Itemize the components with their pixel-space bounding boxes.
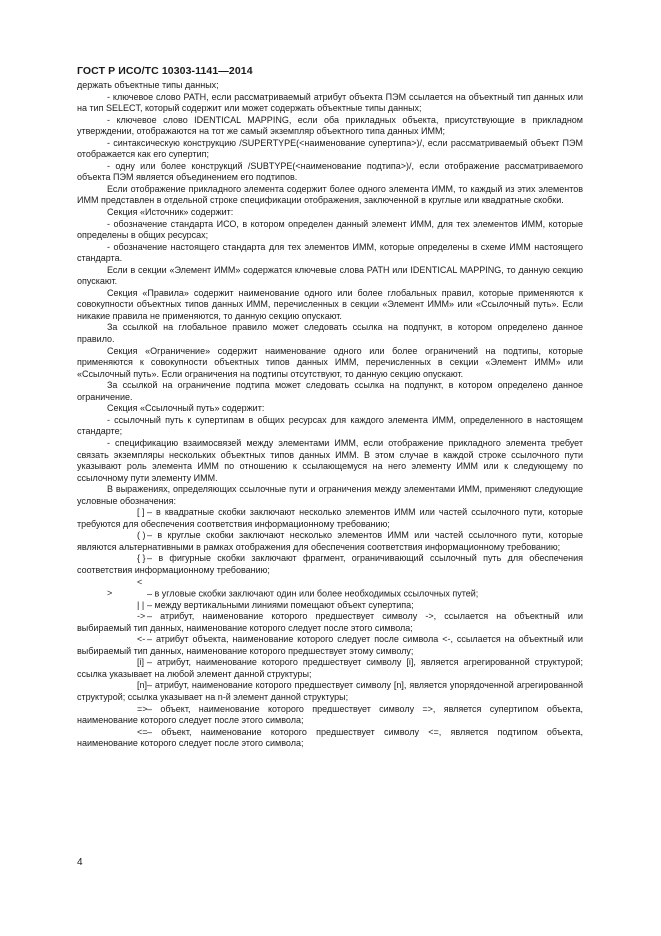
symbol-label: { } <box>137 553 146 564</box>
symbol-label: => <box>137 703 148 714</box>
paragraph: - ключевое слово PATH, если рассматриваемый атрибут объекта ПЭМ ссылается на объектный тип данных или на тип SELECT, который содержит или может содержать объектные типы данных; <box>77 91 583 114</box>
symbol-definition <box>77 553 583 576</box>
document-header: ГОСТ Р ИСО/ТС 10303-1141—2014 <box>77 65 253 77</box>
symbol-text: – атрибут, наименование которого предшествует символу ->, ссылается на объектный или выбираемый тип данных, наименование которого следует после этого символа; <box>77 611 583 633</box>
paragraph: - спецификацию взаимосвязей между элементами ИММ, если отображение прикладного элемента требует связать экземпляры нескольких объектных типов данных ИММ. В этом случае в каждой строке ссылочного пути указывают роль элемента ИММ по отношению к ссылающемуся на него элементу ИММ или к следующему по ссылочному пути элементу ИММ. <box>77 437 583 483</box>
symbol-definition <box>77 507 583 530</box>
paragraph: - ключевое слово IDENTICAL MAPPING, если оба прикладных объекта, присутствующие в прикладном утверждении, отображаются на тот же самый экземпляр объектного типа данных ИММ; <box>77 114 583 137</box>
symbol-text: – атрибут, наименование которого предшествует символу [n], является упорядоченной агрегированной структурой; ссылка указывает на n-й элемент данной структуры; <box>77 680 583 702</box>
symbol-label: -> <box>137 611 146 622</box>
symbol-text: – атрибут, наименование которого предшествует символу [i], является агрегированной структурой; ссылка указывает на любой элемент данной структуры; <box>77 657 583 679</box>
symbol-text: – между вертикальными линиями помещают объект супертипа; <box>147 599 414 610</box>
symbol-label: [n] <box>137 680 148 691</box>
symbol-text: – объект, наименование которого предшествует символу =>, является супертипом объекта, наименование которого следует после этого символа; <box>77 703 583 726</box>
symbol-definition <box>77 577 583 600</box>
paragraph: Секция «Правила» содержит наименование одного или более глобальных правил, которые применяются к совокупности объектных типов данных ИММ, перечисленных в секции «Элемент ИММ» или «Ссылочный путь». Если никакие правила не применяются, то данную секцию опускают. <box>77 287 583 321</box>
paragraph: Секция «Ссылочный путь» содержит: <box>107 403 265 414</box>
symbol-label: <= <box>137 726 148 737</box>
symbol-definition <box>77 634 583 657</box>
symbol-definition <box>77 704 583 727</box>
paragraph: Секция «Ограничение» содержит наименование одного или более ограничений на подтипы, которые применяются к совокупности объектных типов данных ИММ, перечисленных в секции «Элемент ИММ» или «Ссылочный путь». Если ограничения на подтипы отсутствуют, то данную секцию опускают. <box>77 345 583 379</box>
paragraph: - одну или более конструкций /SUBTYPE(<наименование подтипа>)/, если отображение рассматриваемого объекта ПЭМ является объединением его подтипов. <box>77 160 583 183</box>
symbol-definition <box>77 600 583 612</box>
paragraph: - обозначение настоящего стандарта для тех элементов ИММ, которые определены в схеме ИММ настоящего стандарта. <box>77 241 583 264</box>
symbol-text: – в квадратные скобки заключают несколько элементов ИММ или частей ссылочного пути, которые требуются для обеспечения соответствия информационному требованию; <box>77 507 583 529</box>
symbol-text: – атрибут объекта, наименование которого следует после символа <-, ссылается на объектный или выбираемый тип данных, наименование которого предшествует этому символу; <box>77 634 583 656</box>
paragraph: За ссылкой на глобальное правило может следовать ссылка на подпункт, в котором определено данное правило. <box>77 322 583 345</box>
symbol-text: – в круглые скобки заключают несколько элементов ИММ или частей ссылочного пути, которые являются альтернативными в рамках отображения для обеспечения соответствия информационному требованию; <box>77 530 583 552</box>
symbol-label: ( ) <box>137 530 146 541</box>
paragraph: Если отображение прикладного элемента содержит более одного элемента ИММ, то каждый из этих элементов ИММ представлен в отдельной строке спецификации отображения, заключенной в круглые или квадратные скобки. <box>77 183 583 206</box>
symbol-definition <box>77 657 583 680</box>
symbol-definition <box>77 611 583 634</box>
symbol-label: <- <box>137 634 146 645</box>
paragraph: - ссылочный путь к супертипам в общих ресурсах для каждого элемента ИММ, определенного в настоящем стандарте; <box>77 414 583 437</box>
symbol-label: [i] <box>137 657 145 668</box>
symbol-definition <box>77 680 583 703</box>
page-number: 4 <box>77 857 83 868</box>
paragraph: За ссылкой на ограничение подтипа может следовать ссылка на подпункт, в котором определено данное ограничение. <box>77 380 583 402</box>
paragraph: - обозначение стандарта ИСО, в котором определен данный элемент ИММ, для тех элементов ИММ, которые определены в общих ресурсах; <box>77 218 583 241</box>
symbol-text: – объект, наименование которого предшествует символу <=, является подтипом объекта, наименование которого следует после этого символа; <box>77 726 583 749</box>
paragraph: держать объектные типы данных; <box>77 80 219 90</box>
symbol-label: [ ] <box>137 507 145 518</box>
paragraph: Если в секции «Элемент ИММ» содержатся ключевые слова PATH или IDENTICAL MAPPING, то данную секцию опускают. <box>77 264 583 287</box>
paragraph: Секция «Источник» содержит: <box>107 207 234 218</box>
symbol-label: | | <box>137 599 145 610</box>
symbol-text: – в угловые скобки заключают один или более необходимых ссылочных путей; <box>147 588 479 599</box>
symbol-text: – в фигурные скобки заключают фрагмент, ограничивающий ссылочный путь для обеспечения соответствия информационному требованию; <box>77 553 583 575</box>
paragraph: - синтаксическую конструкцию /SUPERTYPE(<наименование супертипа>)/, если рассматриваемый объект ПЭМ отображается как его супертип; <box>77 137 583 160</box>
paragraph: В выражениях, определяющих ссылочные пути и ограничения между элементами ИММ, применяют следующие условные обозначения: <box>77 484 583 506</box>
symbol-label: < > <box>107 576 143 599</box>
symbol-definition <box>77 530 583 553</box>
document-body <box>77 80 583 750</box>
symbol-definition <box>77 727 583 750</box>
